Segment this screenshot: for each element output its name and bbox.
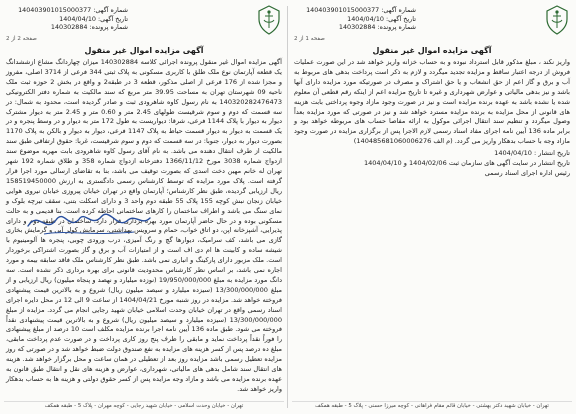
signer-title: رئیس اداره اجرای اسناد رسمی (484, 168, 570, 177)
page-1-header (292, 4, 572, 44)
page-2-header (4, 4, 284, 44)
page-2-footer: تهران - خیابان وحدت اسلامی - خیابان شهید رجایی - کوچه مهران - پلاک 5 - طبقه همکف (4, 401, 284, 410)
column-divider (287, 6, 288, 408)
publication-dates-site: تاریخ انتشار در سایت آگهی های سازمان ثبت 1404/02/06 و 1404/04/10 (363, 159, 570, 168)
file-number: شماره پرونده: 140302884 (50, 23, 128, 32)
publication-date: تاریخ انتشار : 1404/04/10 (494, 149, 570, 158)
signature-scribble (24, 204, 154, 240)
notice-body-continued: واریز نکند ، مبلغ مذکور قابل استرداد نبوده و به حساب خزانه واریز خواهد شد در این صورت عملیات فروش از درجه اعتبار ساقط و مزایده تجدید میگردد و لازم به ذکر است پرداخت بدهی های مربوط به آب و برق و گاز اعم از حق انشعاب و یا حق اشتراک و مصرف در صورتیکه مورد مزایده دارای آنها باشد و نیز بدهی مالیاتی و عوارض شهرداری و غیره تا تاریخ مزایده اعم از اینکه رقم قطعی آن معلوم شده یا نشده باشد به عهده برنده مزایده است و نیز در صورت وجود مازاد وجوه پرداختی بابت هزینه های قانونی از محل مزایده به برنده مزایده مسترد خواهد شد و نیز در صورتی که مورد مزایده بعداً وصول میگردد و تنظیم سند انتقال اجرائی موکول به ارائه مفاصا حساب های مربوطه خواهد بود و برابر ماده 136 آیین نامه اجرای مفاد اسناد رسمی لازم الاجرا پس از برگزاری مزایده در صورت وجود مازاد وجه با حساب بدهکار واریز می گردد. (م الف 140485681060006276) (294, 58, 570, 146)
notice-body: آگهی مزایده اموال غیر منقول پرونده اجرائی کلاسه 140302884 میزان چهاردانگ مشاع ازششدانگ یک قطعه آپارتمان نوع ملک طلق با کاربری مسکونی به پلاک ثبتی 344 فرعی از 3714 اصلی، مفروز و مجزا شده از 176 فرعی از اصلی مذکور، قطعه 3 در طبقه2 و واقع در بخش 2 حوزه ثبت ملک ناحیه 09 شهرستان تهران به مساحت 39.95 متر مربع که سند مالکیت به شماره دفتر الکترونیکی 140320282476473 به نام رسول کاوه شاهرودی ثبت و صادر گردیده است، محدود به شمال: در سه قسمت که دوم و سوم شرقیست طولهای 2.45 متر و 0.60 متر و 2.45 متر به دیوار مشترک دیوار به دیوار با پلاک 1144 فرعی، شرقا: دیواریست به طول 172 متر به دیوار و در وسط پنجره و در یک قسمت به دیوار به دیوار قسمت حیاط به پلاک 1147 فرعی، دیوار به دیوار و بالکن به پلاک 1170 بصورت دیوار به دیوار، جنوبا: در سه قسمت که دوم و سوم شرقیست، غربا: حقوق ارتفاقی طبق سند مالکیت از طرف انتقال دهنده می باشد. به نام آقای رسول کاوه شاهرودی بابت مهریه موضوع سند ازدواج شماره 3038 مورخ 1366/11/12 دفترخانه ازدواج شماره 358 و طلاق شماره 192 شهر تهران له خانم مهین دخت اسدی که بصورت توقیف می باشد، بنا به تقاضای ارسالی مورد اجرا قرار گرفته است. پلاک مورد مزایده که توسط کارشناس رسمی دادگستری به ارزش 158519450000 ریال ارزیابی گردیده، طبق نظر کارشناس؛ آپارتمان واقع در تهران خیابان پیروزی خیابان نیروی هوایی خیابان زنجان نبش کوچه 155 پلاک 55 طبقه دوم واحد 3 و دارای اسکلت بتنی، سقف تیرچه بلوک و نمای سنگ می باشد و اطراف ساختمان را کارهای ساختمانی احاطه کرده است. بنا قدیمی و به حالت مسکونی بوده و در حال حاضر آپارتمان مورد بهره برداری قرار دارد. ساختمان در طبقه دوم و دارای پذیرایی، آشپزخانه اپن، دو اتاق خواب، حمام و سرویس بهداشتی، سرمایش کولر آبی و گرمایش بخاری گازی می باشد، کف سرامیک، دیوارها گچ و رنگ آمیزی، درب ورودی چوبی، پنجره ها آلومینیوم با شیشه ساده و کابینت ها ام دی اف است و از امتیازات آب و برق و گاز بصورت اشتراکی برخوردار است. ملک مزبور دارای پارکینگ و انباری نمی باشد. طبق نظر کارشناس ملک فاقد سابقه بیمه و مورد اجاره نمی باشد، بر اساس نظر کارشناس محدودیت قانونی برای بهره برداری ذکر نشده است. سه دانگ مورد مزایده به مبلغ 19/950/000/000 (نوزده میلیارد و نهصد و پنجاه میلیون) ریال ارزیابی و از مبلغ 13/300/000/000 (سیزده میلیارد و سیصد میلیون ریال) شروع و به بالاترین قیمت پیشنهادی فروخته خواهد شد. مزایده در روز شنبه مورخ 1404/04/21 از ساعت 9 الی 12 در محل دایره اجرای اسناد رسمی واقع در تهران خیابان وحدت اسلامی خیابان شهید رجایی انجام می گردد. مزایده از مبلغ 13/300/000/000 (سیزده میلیارد و سیصد میلیون ریال) شروع و به بالاترین قیمت پیشنهادی نقداً فروخته می شود. طبق ماده 136 آیین نامه اجرا برنده مزایده مکلف است 10 درصد از مبلغ پیشنهادی را فوراً نقداً پرداخت نماید و مابقی را ظرف پنج روز کاری پرداخت و در صورت عدم پرداخت مابقی، مبلغ ده درصد پس از کسر هزینه های مزایده به نفع صندوق دولت ضبط خواهد شد و در صورتی که روز مزایده تعطیل رسمی باشد مزایده روز بعد از تعطیلی در همان ساعت و محل برگزار خواهد شد. هزینه های انتقال سند شامل بدهی های مالیاتی، شهرداری، عوارض و هزینه های نقل و انتقال طبق قانون به عهده برنده مزایده می باشد و مازاد وجه مزایده پس از کسر حقوق دولتی و هزینه ها به حساب بدهکار واریز خواهد شد. (6, 58, 283, 393)
page-number: صفحه 1 از 2 (294, 36, 325, 42)
notice-page-1 (292, 4, 572, 410)
emblem-icon (544, 4, 570, 36)
page-2-meta (4, 6, 128, 32)
notice-title: آگهی مزایده اموال غیر منقول (84, 46, 204, 55)
page-1-footer: تهران - خیابان شهید دکتر بهشتی - خیابان قائم مقام فراهانی - کوچه میرزا حسنی - پلاک 5 - طبقه همکف (292, 401, 572, 410)
notice-title: آگهی مزایده اموال غیر منقول (372, 46, 492, 55)
emblem-icon (256, 4, 282, 36)
notice-page-2 (4, 4, 284, 410)
page-1-meta (292, 6, 416, 32)
notice-date: تاریخ آگهی: 1404/04/10 (59, 14, 128, 23)
notice-number: شماره آگهی: 140403901015000377 (306, 6, 416, 14)
notice-date: تاریخ آگهی: 1404/04/10 (347, 14, 416, 23)
notice-number: شماره آگهی: 140403901015000377 (18, 6, 128, 14)
publication-info (292, 149, 572, 179)
file-number: شماره پرونده: 140302884 (338, 23, 416, 32)
page-number: صفحه 2 از 2 (6, 36, 37, 42)
